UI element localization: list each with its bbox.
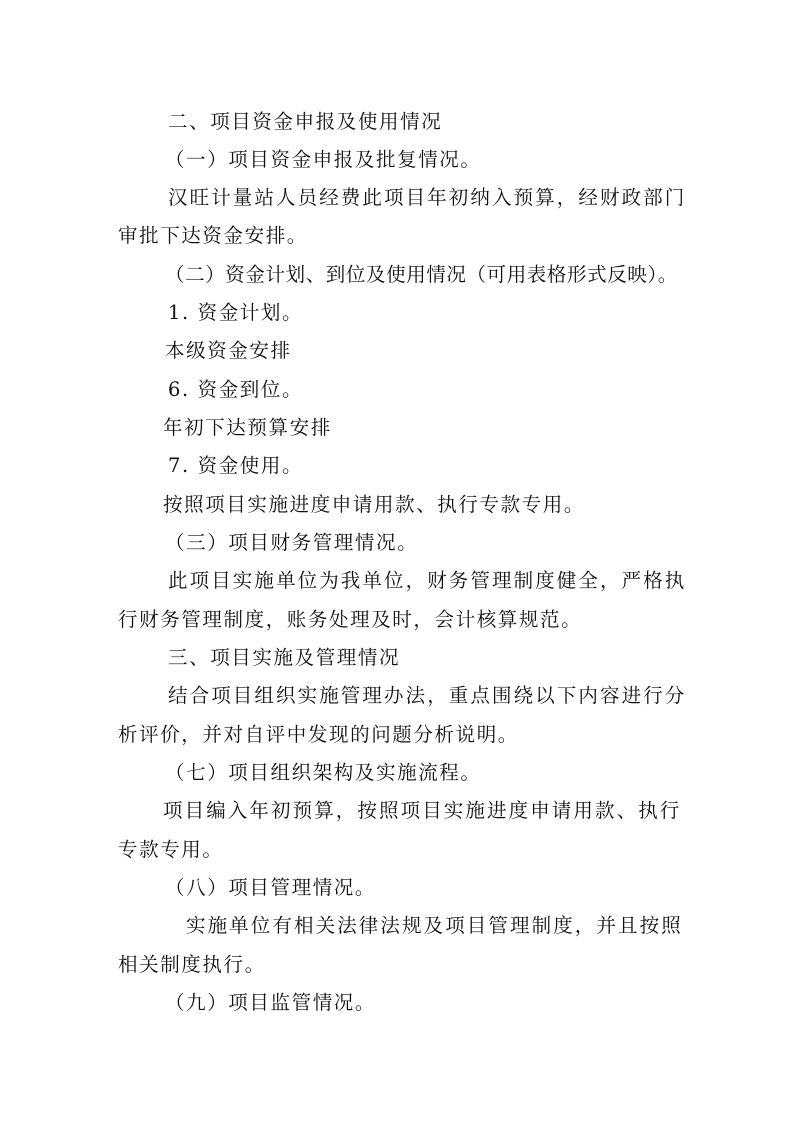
paragraph-line: 相关制度执行。	[118, 953, 266, 976]
paragraph-line: 析评价，并对自评中发现的问题分析说明。	[118, 723, 519, 746]
subheading-application-approval: （一）项目资金申报及批复情况。	[165, 148, 482, 171]
section-heading-implementation: 三、项目实施及管理情况	[168, 646, 401, 669]
paragraph-line: 结合项目组织实施管理办法，重点围绕以下内容进行分	[168, 684, 687, 707]
paragraph-line: 实施单位有相关法律法规及项目管理制度，并且按照	[186, 914, 683, 937]
section-heading-funding: 二、项目资金申报及使用情况	[168, 110, 443, 133]
paragraph-line: 项目编入年初预算，按照项目实施进度申请用款、执行	[163, 799, 682, 822]
subheading-plan-arrival-usage: （二）资金计划、到位及使用情况（可用表格形式反映）。	[165, 263, 678, 286]
paragraph-line: 按照项目实施进度申请用款、执行专款专用。	[163, 493, 586, 516]
subheading-supervision: （九）项目监管情况。	[165, 991, 377, 1014]
item-fund-usage: 7. 资金使用。	[168, 454, 304, 477]
paragraph-line: 本级资金安排	[165, 339, 292, 362]
subheading-organization: （七）项目组织架构及实施流程。	[165, 761, 482, 784]
item-fund-arrival: 6. 资金到位。	[168, 378, 304, 401]
item-fund-plan: 1. 资金计划。	[168, 301, 304, 324]
paragraph-line: 专款专用。	[118, 838, 224, 861]
paragraph-line: 行财务管理制度，账务处理及时，会计核算规范。	[118, 608, 583, 631]
subheading-project-management: （八）项目管理情况。	[165, 876, 377, 899]
paragraph-line: 此项目实施单位为我单位，财务管理制度健全，严格执	[168, 569, 687, 592]
subheading-financial-management: （三）项目财务管理情况。	[165, 531, 419, 554]
paragraph-line: 审批下达资金安排。	[118, 224, 308, 247]
paragraph-line: 年初下达预算安排	[163, 416, 332, 439]
paragraph-line: 汉旺计量站人员经费此项目年初纳入预算，经财政部门	[168, 186, 687, 209]
